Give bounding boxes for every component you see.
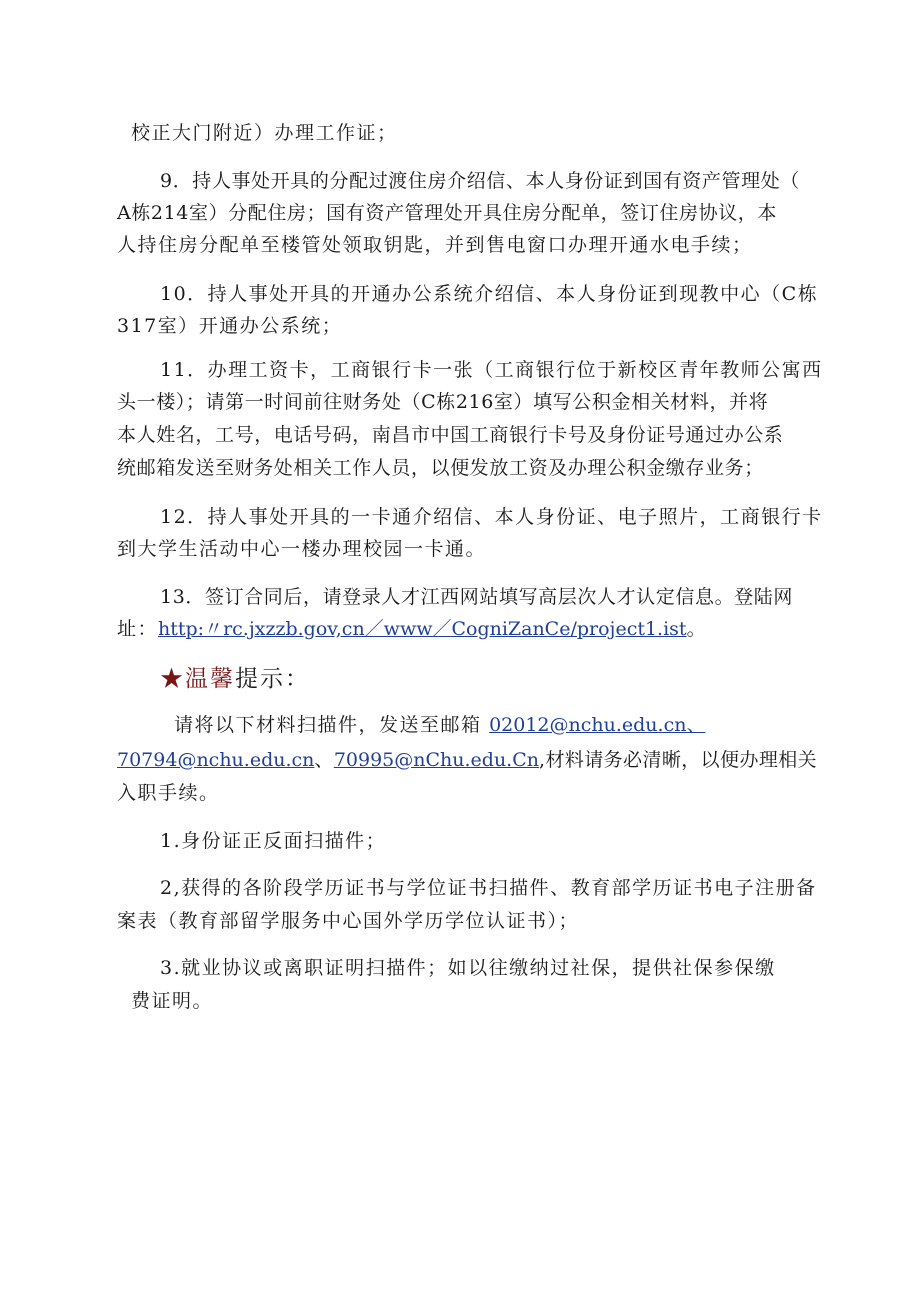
material-2-line-2: 案表（教育部留学服务中心国外学历学位认证书）；	[117, 910, 580, 932]
email-link-3[interactable]: 70995@nChu.edu.Cn	[333, 749, 539, 771]
email-link-1[interactable]: 02012@nchu.edu.cn、	[489, 714, 706, 736]
item-9-line-1: 9．持人事处开具的分配过渡住房介绍信、本人身份证到国有资产管理处（	[160, 170, 800, 192]
star-icon: ★	[160, 666, 185, 692]
item-12-line-1: 12．持人事处开具的一卡通介绍信、本人身份证、电子照片，工商银行卡	[160, 506, 823, 528]
item-11-line-3: 本人姓名，工号，电话号码，南昌市中国工商银行卡号及身份证号通过办公系	[117, 424, 784, 446]
tip-heading	[160, 664, 310, 694]
material-1: 1.身份证正反面扫描件；	[160, 830, 387, 852]
item-10-line-2: 317室）开通办公系统；	[117, 315, 343, 337]
url-prefix: 址：	[117, 618, 159, 640]
material-3-line-1: 3.就业协议或离职证明扫描件；如以往缴纳过社保，提供社保参保缴	[160, 957, 776, 979]
item-11-line-1: 11．办理工资卡，工商银行卡一张（工商银行位于新校区青年教师公寓西	[160, 359, 823, 381]
email-separator: 、	[314, 749, 334, 771]
item-12-line-2: 到大学生活动中心一楼办理校园一卡通。	[117, 538, 487, 560]
item-13-line-1: 13．签订合同后，请登录人才江西网站填写高层次人才认定信息。登陆网	[160, 586, 793, 608]
item-9-line-3: 人持住房分配单至楼管处领取钥匙，并到售电窗口办理开通水电手续；	[117, 234, 753, 256]
tip-heading-red: 温馨	[185, 666, 235, 692]
tip-intro-prefix: 请将以下材料扫描件，发送至邮箱	[174, 714, 482, 736]
tip-intro-line-1	[174, 713, 705, 737]
tip-intro-line-2	[117, 748, 817, 772]
item-11-line-4: 统邮箱发送至财务处相关工作人员，以便发放工资及办理公积金缴存业务；	[117, 457, 764, 479]
item-10-line-1: 10．持人事处开具的开通办公系统介绍信、本人身份证到现教中心（C栋	[160, 283, 819, 305]
material-3-line-2: 费证明。	[131, 990, 214, 1012]
website-link[interactable]: http:〃rc.jxzzb.gov,cn／www／CogniZanCe/project1.ist	[158, 618, 687, 640]
item-8-continuation: 校正大门附近）办理工作证；	[131, 122, 398, 144]
item-9-line-2: A栋214室）分配住房；国有资产管理处开具住房分配单，签订住房协议，本	[117, 202, 777, 224]
item-13-line-2	[117, 617, 707, 641]
email-link-2[interactable]: 70794@nchu.edu.cn	[117, 749, 315, 771]
url-suffix: 。	[686, 618, 708, 640]
item-11-line-2: 头一楼）；请第一时间前往财务处（C栋216室）填写公积金相关材料，并将	[117, 391, 769, 413]
tip-intro-line-3: 入职手续。	[117, 782, 220, 804]
material-2-line-1: 2,获得的各阶段学历证书与学位证书扫描件、教育部学历证书电子注册备	[160, 877, 817, 899]
tip-intro-suffix: ,材料请务必清晰，以便办理相关	[539, 749, 818, 771]
tip-heading-dark: 提示：	[235, 666, 310, 692]
